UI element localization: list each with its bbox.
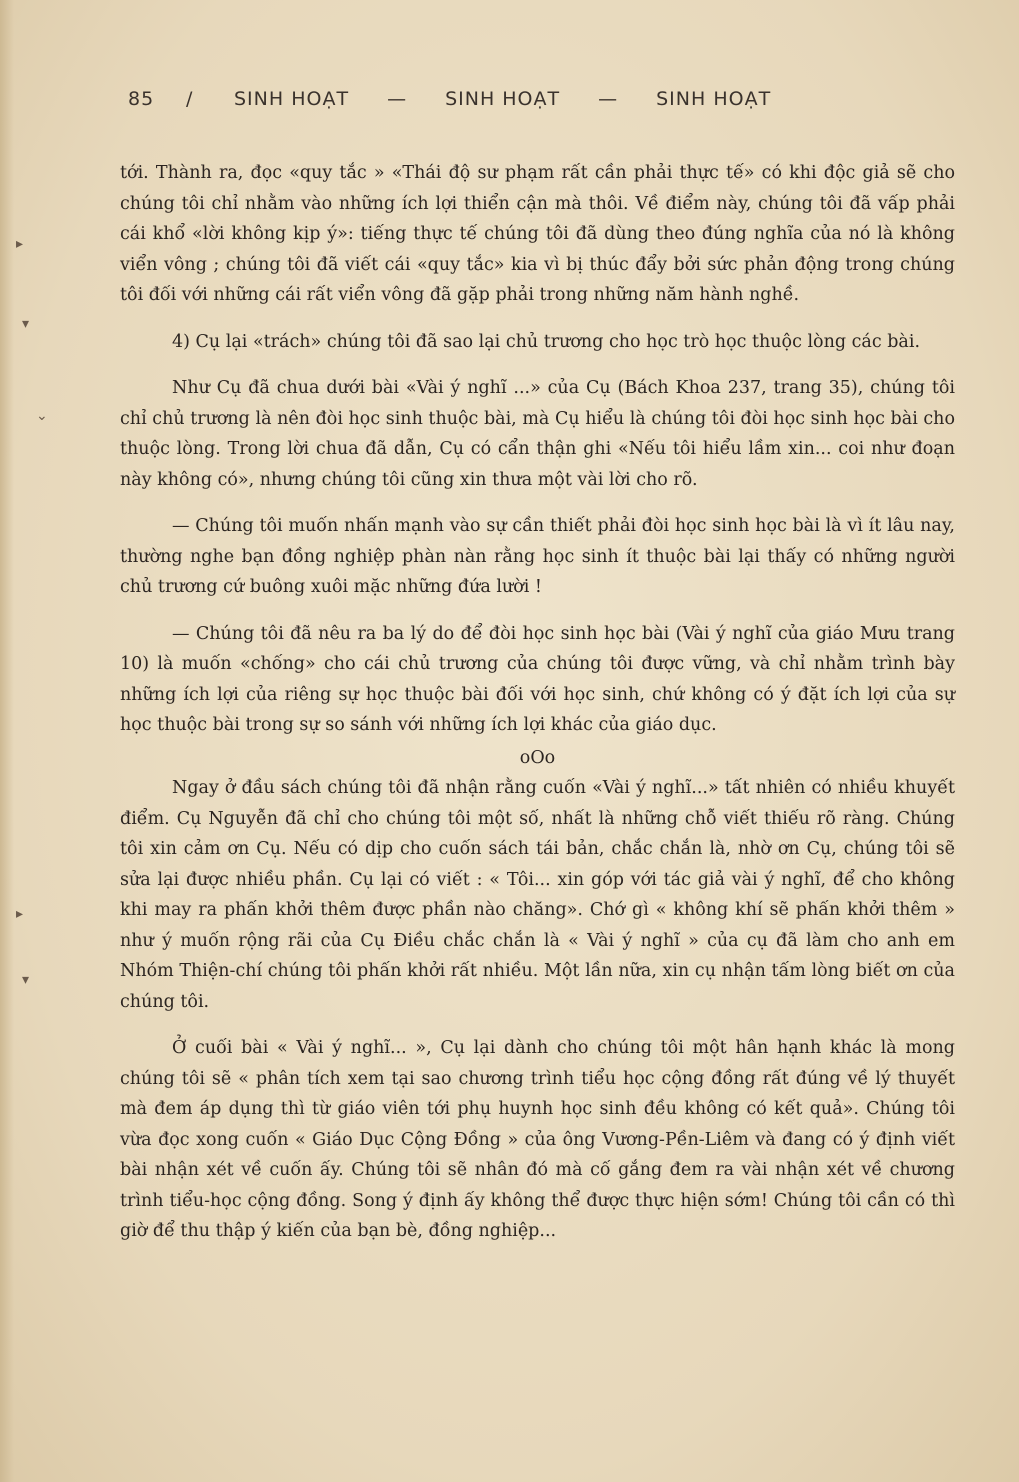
running-header — [128, 88, 960, 110]
page-edge-shadow — [0, 0, 14, 1482]
margin-mark: ▸ — [16, 236, 24, 252]
header-dash: — — [598, 88, 619, 110]
header-title: SINH HOẠT — [656, 88, 772, 110]
paragraph: — Chúng tôi đã nêu ra ba lý do để đòi học sinh học bài (Vài ý nghĩ của giáo Mưu trang 10) là muốn «chống» cho cái chủ trương của chúng tôi được vững, và chỉ nhằm trình bày những ích lợi của riêng sự học thuộc bài đối với học sinh, chứ không có ý đặt ích lợi của sự học thuộc bài trong sự so sánh với những ích lợi khác của giáo dục. — [120, 623, 955, 735]
header-title: SINH HOẠT — [445, 88, 561, 110]
paragraph: Như Cụ đã chua dưới bài «Vài ý nghĩ ...» của Cụ (Bách Khoa 237, trang 35), chúng tôi chỉ chủ trương là nên đòi học sinh thuộc bài, mà Cụ hiểu là chúng tôi đòi học sinh học bài cho thuộc lòng. Trong lời chua đã dẫn, Cụ có cẩn thận ghi «Nếu tôi hiểu lầm xin... coi như đoạn này không có», nhưng chúng tôi cũng xin thưa một vài lời cho rõ. — [120, 378, 955, 490]
paragraph: 4) Cụ lại «trách» chúng tôi đã sao lại chủ trương cho học trò học thuộc lòng các bài. — [172, 331, 921, 352]
paragraph: Ở cuối bài « Vài ý nghĩ... », Cụ lại dành cho chúng tôi một hân hạnh khác là mong chúng tôi sẽ « phân tích xem tại sao chương trình tiểu học cộng đồng rất đúng về lý thuyết mà đem áp dụng thì từ giáo viên tới phụ huynh học sinh đều không có kết quả». Chúng tôi vừa đọc xong cuốn « Giáo Dục Cộng Đồng » của ông Vương-Pền-Liêm và đang có ý định viết bài nhận xét về cuốn ấy. Chúng tôi sẽ nhân đó mà cố gắng đem ra vài nhận xét về chương trình tiểu-học cộng đồng. Song ý định ấy không thể được thực hiện sớm! Chúng tôi cần có thì giờ để thu thập ý kiến của bạn bè, đồng nghiệp... — [120, 1038, 955, 1241]
page-number: 85 — [128, 88, 155, 110]
paragraph: tới. Thành ra, đọc «quy tắc » «Thái độ sư phạm rất cần phải thực tế» có khi độc giả sẽ cho chúng tôi chỉ nhằm vào những ích lợi thiển cận mà thôi. Về điểm này, chúng tôi đã vấp phải cái khổ «lời không kịp ý»: tiếng thực tế chúng tôi đã dùng theo đúng nghĩa của nó là không viển vông ; chúng tôi đã viết cái «quy tắc» kia vì bị thúc đẩy bởi sức phản động trong chúng tôi đối với những cái rất viển vông đã gặp phải trong những năm hành nghề. — [120, 163, 955, 305]
header-title: SINH HOẠT — [234, 88, 350, 110]
margin-mark: ▸ — [16, 906, 24, 922]
body-text — [120, 158, 955, 1247]
paragraph: Ngay ở đầu sách chúng tôi đã nhận rằng cuốn «Vài ý nghĩ...» tất nhiên có nhiều khuyết điểm. Cụ Nguyễn đã chỉ cho chúng tôi một số, nhất là những chỗ viết thiếu rõ ràng. Chúng tôi xin cảm ơn Cụ. Nếu có dịp cho cuốn sách tái bản, chắc chắn là, nhờ ơn Cụ, chúng tôi sẽ sửa lại được nhiều phần. Cụ lại có viết : « Tôi... xin góp với tác giả vài ý nghĩ, để cho không khi may ra phấn khởi thêm được phần nào chăng». Chớ gì « không khí sẽ phấn khởi thêm » như ý muốn rộng rãi của Cụ Điều chắc chắn là « Vài ý nghĩ » của cụ đã làm cho anh em Nhóm Thiện-chí chúng tôi phấn khởi rất nhiều. Một lần nữa, xin cụ nhận tấm lòng biết ơn của chúng tôi. — [120, 778, 955, 1012]
paragraph: — Chúng tôi muốn nhấn mạnh vào sự cần thiết phải đòi học sinh học bài là vì ít lâu nay, thường nghe bạn đồng nghiệp phàn nàn rằng học sinh ít thuộc bài lại thấy có những người chủ trương cứ buông xuôi mặc những đứa lười ! — [120, 516, 955, 597]
header-dash: — — [387, 88, 408, 110]
margin-mark: ⌄ — [36, 408, 48, 424]
section-divider: oOo — [519, 747, 556, 768]
margin-mark: ▾ — [22, 972, 30, 988]
margin-mark: ▾ — [22, 316, 30, 332]
header-separator: / — [186, 88, 194, 110]
